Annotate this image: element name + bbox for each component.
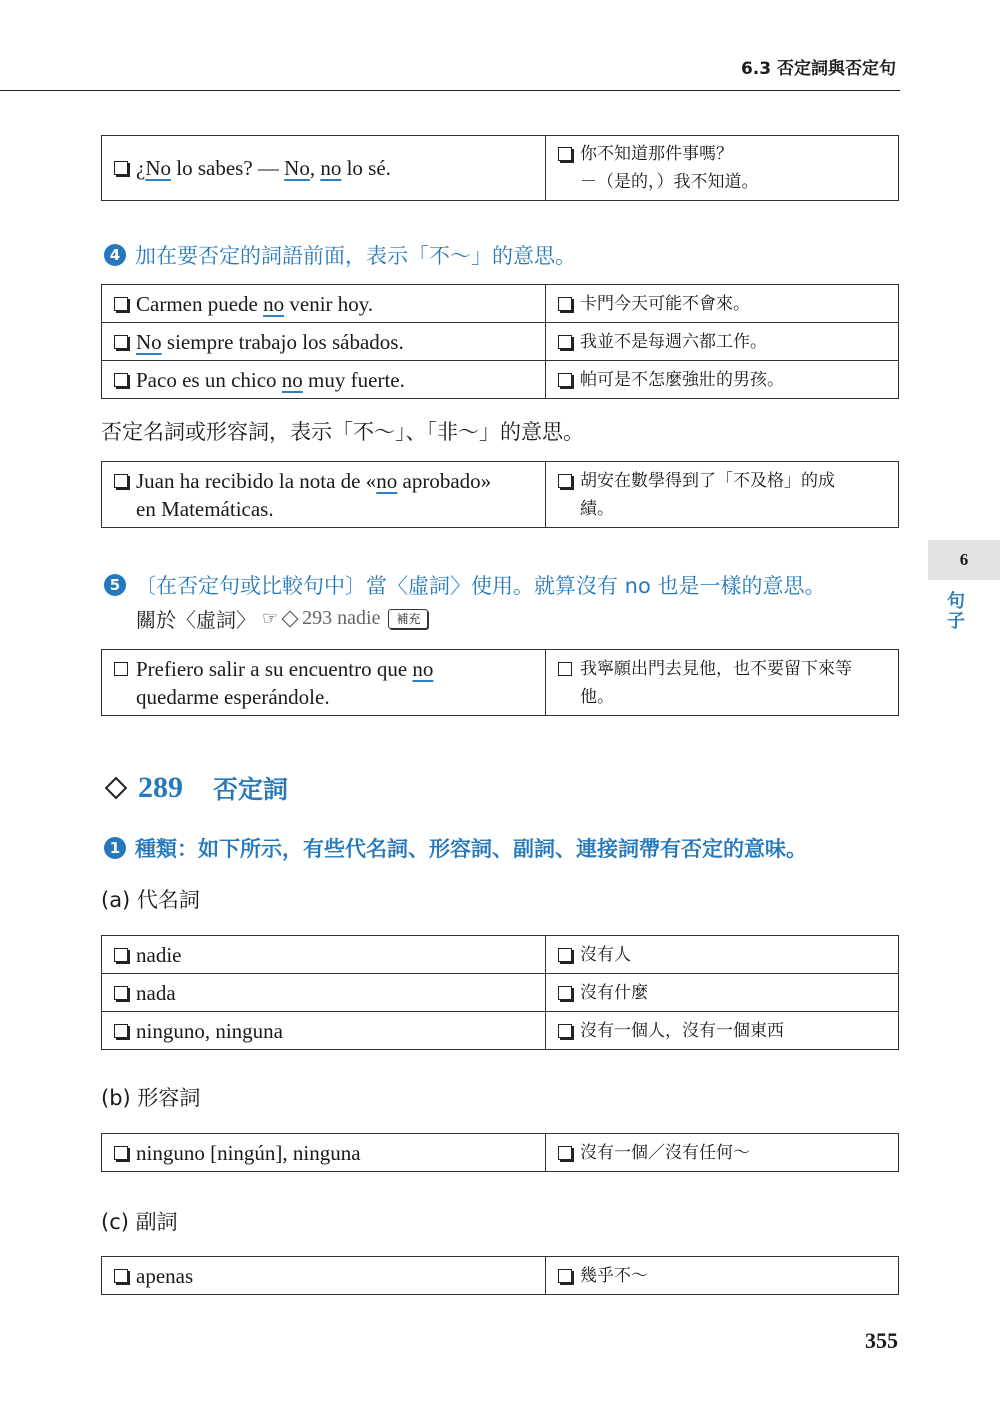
spanish-word: ninguno, ninguna	[136, 1018, 283, 1043]
spanish-sentence: Paco es un chico no muy fuerte.	[136, 367, 405, 392]
checkbox-icon[interactable]	[558, 662, 572, 676]
subheading-adverbs: (c) 副詞	[101, 1210, 178, 1234]
spanish-cell	[102, 1134, 546, 1172]
point-text: 種類：如下所示，有些代名詞、形容詞、副詞、連接詞帶有否定的意味。	[135, 837, 807, 861]
table-row	[102, 1134, 899, 1172]
table-row	[102, 936, 899, 974]
spanish-cell	[102, 462, 546, 528]
number-badge: 1	[104, 837, 126, 859]
checkbox-icon[interactable]	[114, 474, 128, 488]
checkbox-icon[interactable]	[114, 1269, 128, 1283]
table-row	[102, 136, 899, 201]
spanish-cell	[102, 136, 546, 201]
spanish-cell	[102, 936, 546, 974]
section-heading	[104, 770, 288, 806]
checkbox-icon[interactable]	[558, 373, 572, 387]
table-row	[102, 1257, 899, 1295]
spanish-cell	[102, 650, 546, 716]
spanish-cell	[102, 323, 546, 361]
supplement-tag: 補充	[388, 609, 428, 629]
chinese-cell	[546, 1257, 899, 1295]
subheading-adjectives: (b) 形容詞	[101, 1086, 201, 1110]
number-badge: 4	[104, 244, 126, 266]
chinese-translation: 我寧願出門去見他，也不要留下來等 他。	[580, 658, 852, 707]
chapter-name: 句 子	[947, 591, 965, 632]
chinese-cell	[546, 136, 899, 201]
spanish-word: ninguno [ningún], ninguna	[136, 1140, 361, 1165]
negation-note: 否定名詞或形容詞，表示「不～」、「非～」的意思。	[101, 420, 584, 444]
checkbox-icon[interactable]	[114, 1024, 128, 1038]
example-table-5	[101, 935, 899, 1050]
spanish-word: apenas	[136, 1263, 194, 1288]
table-row	[102, 323, 899, 361]
checkbox-icon[interactable]	[558, 948, 572, 962]
spanish-cell	[102, 285, 546, 323]
spanish-sentence: Juan ha recibido la nota de «no aprobado» en Matemáticas.	[136, 468, 492, 521]
checkbox-icon[interactable]	[558, 147, 572, 161]
table-row	[102, 650, 899, 716]
chinese-cell	[546, 462, 899, 528]
table-row	[102, 974, 899, 1012]
point-4-heading	[104, 240, 576, 270]
spanish-sentence: Carmen puede no venir hoy.	[136, 291, 374, 316]
checkbox-icon[interactable]	[558, 1146, 572, 1160]
chinese-cell	[546, 974, 899, 1012]
point-1-heading	[104, 833, 807, 863]
diamond-icon	[282, 610, 299, 627]
chinese-translation: 胡安在數學得到了「不及格」的成 績。	[580, 470, 835, 519]
checkbox-icon[interactable]	[114, 986, 128, 1000]
spanish-word: nada	[136, 980, 176, 1005]
chinese-cell	[546, 361, 899, 399]
diamond-icon	[105, 777, 128, 800]
section-title: 否定詞	[213, 775, 289, 804]
number-badge: 5	[104, 574, 126, 596]
chinese-translation: 帕可是不怎麼強壯的男孩。	[580, 369, 784, 390]
chinese-cell	[546, 936, 899, 974]
point-5-heading	[104, 570, 826, 600]
page-number: 355	[865, 1328, 898, 1353]
subheading-pronouns: (a) 代名詞	[101, 888, 200, 912]
spanish-cell	[102, 1257, 546, 1295]
spanish-sentence: ¿No lo sabes? — No, no lo sé.	[136, 156, 391, 180]
section-number: 289	[138, 771, 183, 804]
spanish-cell	[102, 361, 546, 399]
chapter-tab[interactable]: 6	[928, 540, 1000, 580]
chinese-cell	[546, 650, 899, 716]
chinese-translation: 沒有一個人，沒有一個東西	[580, 1020, 784, 1041]
checkbox-icon[interactable]	[558, 297, 572, 311]
example-table-1	[101, 135, 899, 201]
pointing-hand-icon: ☞	[262, 608, 279, 629]
point-text: 加在要否定的詞語前面，表示「不～」的意思。	[135, 244, 576, 268]
spanish-cell	[102, 1012, 546, 1050]
checkbox-icon[interactable]	[558, 1269, 572, 1283]
checkbox-icon[interactable]	[114, 662, 128, 676]
chinese-translation: 你不知道那件事嗎？ －（是的，）我不知道。	[580, 144, 759, 192]
cross-reference	[136, 604, 428, 633]
chinese-cell	[546, 1134, 899, 1172]
reference-link[interactable]: 293 nadie	[302, 607, 381, 629]
spanish-word: nadie	[136, 942, 182, 967]
checkbox-icon[interactable]	[558, 474, 572, 488]
chinese-translation: 卡門今天可能不會來。	[580, 293, 750, 314]
checkbox-icon[interactable]	[114, 161, 128, 175]
table-row	[102, 361, 899, 399]
checkbox-icon[interactable]	[114, 373, 128, 387]
point-text: 〔在否定句或比較句中〕當〈虛詞〉使用。就算沒有 no 也是一樣的意思。	[135, 574, 826, 598]
chinese-translation: 沒有什麼	[580, 982, 648, 1003]
chinese-translation: 我並不是每週六都工作。	[580, 331, 767, 352]
example-table-2	[101, 284, 899, 399]
checkbox-icon[interactable]	[558, 986, 572, 1000]
chinese-translation: 幾乎不～	[580, 1265, 648, 1286]
spanish-sentence: No siempre trabajo los sábados.	[136, 329, 404, 354]
checkbox-icon[interactable]	[114, 1146, 128, 1160]
chinese-translation: 沒有一個／沒有任何～	[580, 1142, 750, 1163]
header-rule	[0, 90, 900, 91]
running-header: 6.3 否定詞與否定句	[740, 59, 896, 79]
chinese-cell	[546, 285, 899, 323]
chinese-cell	[546, 1012, 899, 1050]
table-row	[102, 462, 899, 528]
checkbox-icon[interactable]	[558, 335, 572, 349]
table-row	[102, 285, 899, 323]
example-table-3	[101, 461, 899, 528]
example-table-7	[101, 1256, 899, 1295]
chinese-cell	[546, 323, 899, 361]
spanish-sentence: Prefiero salir a su encuentro que no quedarme esperándole.	[136, 656, 434, 709]
checkbox-icon[interactable]	[114, 297, 128, 311]
checkbox-icon[interactable]	[114, 335, 128, 349]
example-table-4	[101, 649, 899, 716]
table-row	[102, 1012, 899, 1050]
checkbox-icon[interactable]	[114, 948, 128, 962]
spanish-cell	[102, 974, 546, 1012]
reference-label: 關於〈虛詞〉	[136, 608, 256, 632]
example-table-6	[101, 1133, 899, 1172]
checkbox-icon[interactable]	[558, 1024, 572, 1038]
chinese-translation: 沒有人	[580, 944, 631, 965]
